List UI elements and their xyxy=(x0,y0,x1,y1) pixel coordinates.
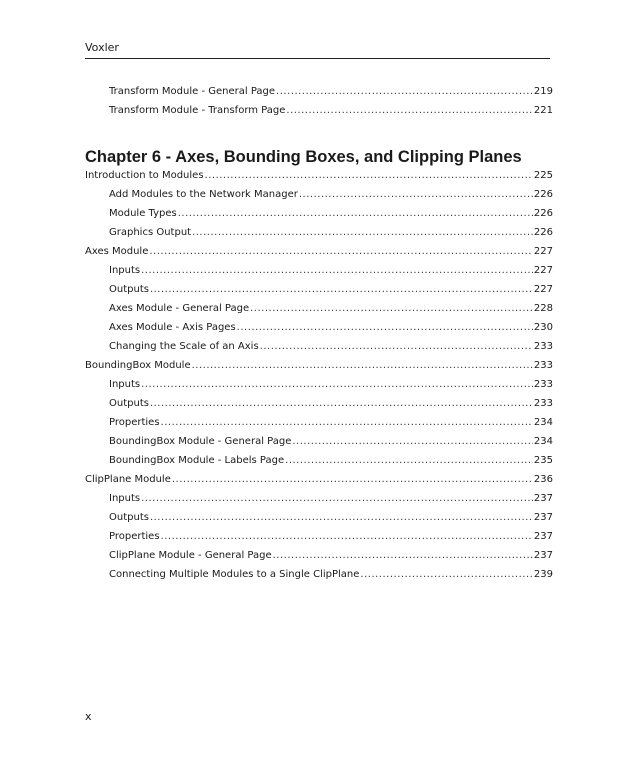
toc-entry-title: Inputs xyxy=(109,265,141,276)
toc-entry-page: 239 xyxy=(533,569,553,580)
toc-entry-page: 226 xyxy=(533,189,553,200)
toc-entry-page: 236 xyxy=(533,474,553,485)
toc-entry-page: 219 xyxy=(533,86,553,97)
toc-entry[interactable] xyxy=(85,394,553,413)
toc-entry[interactable] xyxy=(85,280,553,299)
toc-dot-leader xyxy=(150,280,533,299)
toc-entry-title: BoundingBox Module - General Page xyxy=(109,436,292,447)
toc-entry-page: 227 xyxy=(533,284,553,295)
toc-dot-leader xyxy=(260,337,533,356)
toc-entry-title: ClipPlane Module xyxy=(85,474,171,485)
toc-entry[interactable] xyxy=(85,508,553,527)
toc-dot-leader xyxy=(161,527,533,546)
toc-entry[interactable] xyxy=(85,356,553,375)
toc-entry-title: Transform Module - Transform Page xyxy=(109,105,286,116)
page-number: x xyxy=(85,710,92,723)
toc-dot-leader xyxy=(150,508,533,527)
toc-entry-title: BoundingBox Module xyxy=(85,360,191,371)
toc-entry[interactable] xyxy=(85,299,553,318)
toc-entry-page: 227 xyxy=(533,265,553,276)
toc-entry-title: Axes Module - Axis Pages xyxy=(109,322,236,333)
toc-dot-leader xyxy=(192,223,533,242)
toc-dot-leader xyxy=(276,82,533,101)
toc-entry[interactable] xyxy=(85,432,553,451)
toc-entry-page: 226 xyxy=(533,208,553,219)
toc-entry-page: 234 xyxy=(533,417,553,428)
toc-entry[interactable] xyxy=(85,166,553,185)
toc-entry-page: 228 xyxy=(533,303,553,314)
toc-dot-leader xyxy=(150,394,533,413)
toc-entry[interactable] xyxy=(85,318,553,337)
toc-entry-page: 226 xyxy=(533,227,553,238)
toc-dot-leader xyxy=(299,185,533,204)
toc-entry-page: 233 xyxy=(533,398,553,409)
toc-entry[interactable] xyxy=(85,451,553,470)
toc-entry-title: Introduction to Modules xyxy=(85,170,204,181)
toc-entry-title: Outputs xyxy=(109,284,149,295)
toc-entry-page: 234 xyxy=(533,436,553,447)
toc-entry-title: Axes Module - General Page xyxy=(109,303,250,314)
toc-entry[interactable] xyxy=(85,261,553,280)
toc-dot-leader xyxy=(149,242,533,261)
toc-entry-title: Properties xyxy=(109,417,160,428)
toc-entry-page: 235 xyxy=(533,455,553,466)
toc-entry-title: Module Types xyxy=(109,208,177,219)
toc-entry-page: 221 xyxy=(533,105,553,116)
toc-entry[interactable] xyxy=(85,337,553,356)
toc-dot-leader xyxy=(292,432,533,451)
toc-chapter-list xyxy=(85,166,553,584)
toc-preamble-list xyxy=(85,82,553,120)
toc-dot-leader xyxy=(237,318,533,337)
toc-entry[interactable] xyxy=(85,223,553,242)
toc-dot-leader xyxy=(273,546,533,565)
toc-entry-page: 233 xyxy=(533,379,553,390)
toc-dot-leader xyxy=(250,299,533,318)
toc-entry-title: Inputs xyxy=(109,493,141,504)
toc-entry-page: 230 xyxy=(533,322,553,333)
toc-entry-page: 237 xyxy=(533,512,553,523)
toc-entry-title: Connecting Multiple Modules to a Single ClipPlane xyxy=(109,569,360,580)
running-header xyxy=(85,40,550,59)
toc-entry-page: 233 xyxy=(533,341,553,352)
toc-entry-title: BoundingBox Module - Labels Page xyxy=(109,455,285,466)
toc-entry-title: Add Modules to the Network Manager xyxy=(109,189,298,200)
toc-entry-title: Transform Module - General Page xyxy=(109,86,276,97)
toc-entry-page: 225 xyxy=(533,170,553,181)
toc-entry-title: Outputs xyxy=(109,512,149,523)
toc-entry-page: 233 xyxy=(533,360,553,371)
toc-entry-page: 237 xyxy=(533,531,553,542)
toc-entry[interactable] xyxy=(85,101,553,120)
toc-dot-leader xyxy=(205,166,533,185)
toc-entry[interactable] xyxy=(85,470,553,489)
toc-entry-title: Outputs xyxy=(109,398,149,409)
toc-entry[interactable] xyxy=(85,413,553,432)
chapter-heading: Chapter 6 - Axes, Bounding Boxes, and Clipping Planes xyxy=(85,148,522,166)
toc-entry-title: ClipPlane Module - General Page xyxy=(109,550,272,561)
toc-dot-leader xyxy=(192,356,533,375)
toc-entry[interactable] xyxy=(85,489,553,508)
toc-dot-leader xyxy=(178,204,533,223)
toc-dot-leader xyxy=(161,413,533,432)
toc-entry-title: Inputs xyxy=(109,379,141,390)
toc-dot-leader xyxy=(285,451,533,470)
toc-entry[interactable] xyxy=(85,204,553,223)
toc-entry-page: 237 xyxy=(533,493,553,504)
toc-dot-leader xyxy=(286,101,533,120)
toc-entry-title: Changing the Scale of an Axis xyxy=(109,341,259,352)
toc-entry-title: Axes Module xyxy=(85,246,149,257)
toc-entry-page: 237 xyxy=(533,550,553,561)
toc-entry-title: Properties xyxy=(109,531,160,542)
toc-entry-title: Graphics Output xyxy=(109,227,192,238)
toc-entry[interactable] xyxy=(85,82,553,101)
toc-dot-leader xyxy=(141,489,533,508)
toc-dot-leader xyxy=(141,375,533,394)
toc-dot-leader xyxy=(141,261,533,280)
toc-dot-leader xyxy=(172,470,533,489)
toc-entry[interactable] xyxy=(85,527,553,546)
toc-entry[interactable] xyxy=(85,565,553,584)
toc-entry[interactable] xyxy=(85,185,553,204)
toc-entry[interactable] xyxy=(85,242,553,261)
toc-entry[interactable] xyxy=(85,375,553,394)
toc-entry[interactable] xyxy=(85,546,553,565)
toc-entry-page: 227 xyxy=(533,246,553,257)
running-header-title: Voxler xyxy=(85,41,119,54)
toc-dot-leader xyxy=(360,565,533,584)
